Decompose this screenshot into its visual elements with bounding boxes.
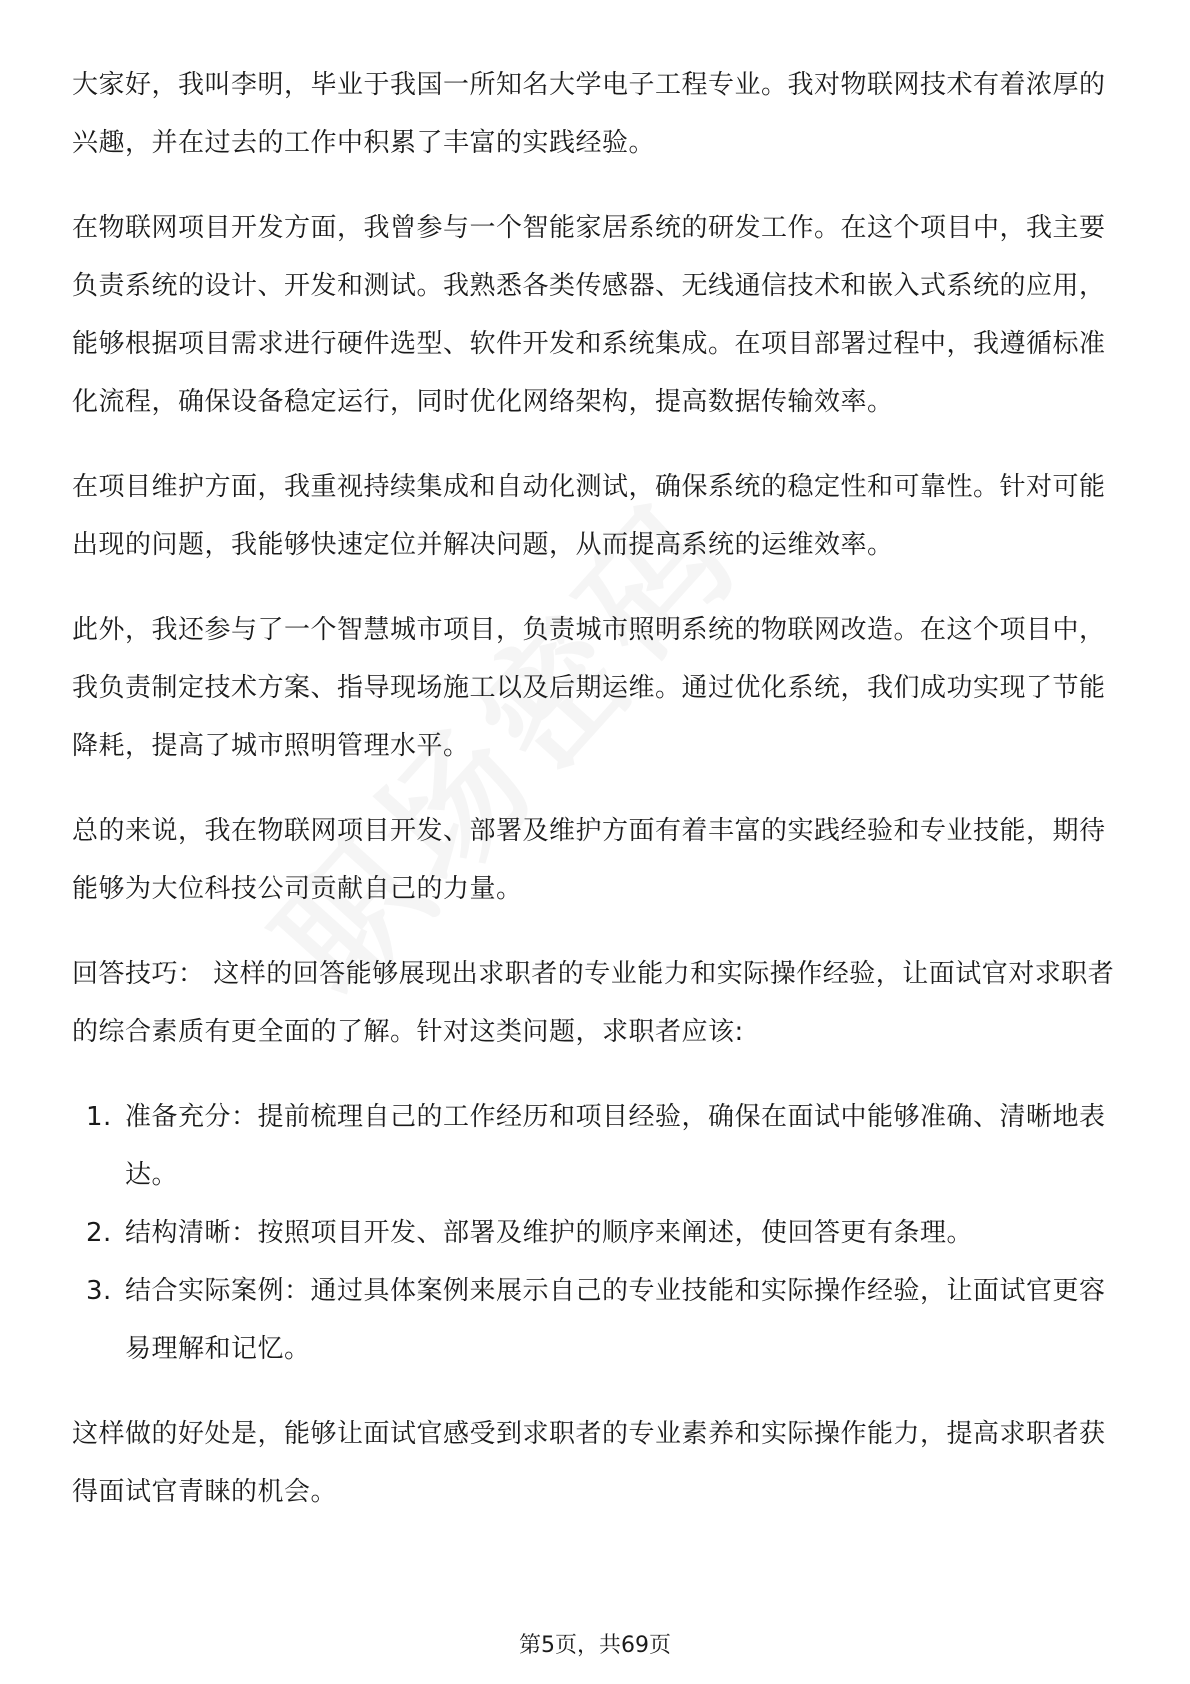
paragraph-development: 在物联网项目开发方面，我曾参与一个智能家居系统的研发工作。在这个项目中，我主要负责系统的设计、开发和测试。我熟悉各类传感器、无线通信技术和嵌入式系统的应用，能够根据项目需求进行硬件选型、软件开发和系统集成。在项目部署过程中，我遵循标准化流程，确保设备稳定运行，同时优化网络架构，提高数据传输效率。 (72, 213, 1106, 417)
paragraph-intro: 大家好，我叫李明，毕业于我国一所知名大学电子工程专业。我对物联网技术有着浓厚的兴趣，并在过去的工作中积累了丰富的实践经验。 (72, 70, 1106, 158)
list-item (72, 1088, 1122, 1204)
page-footer: 第5页，共69页 (519, 1633, 671, 1658)
tips-list (72, 1088, 1122, 1378)
list-item-text: 准备充分：提前梳理自己的工作经历和项目经验，确保在面试中能够准确、清晰地表达。 (125, 1102, 1106, 1190)
list-number: 3. (86, 1276, 112, 1306)
paragraph-closing: 这样做的好处是，能够让面试官感受到求职者的专业素养和实际操作能力，提高求职者获得面试官青睐的机会。 (72, 1419, 1106, 1507)
list-number: 2. (86, 1218, 112, 1248)
list-item-text: 结构清晰：按照项目开发、部署及维护的顺序来阐述，使回答更有条理。 (125, 1218, 974, 1248)
paragraph-answer-tips: 回答技巧： 这样的回答能够展现出求职者的专业能力和实际操作经验，让面试官对求职者的综合素质有更全面的了解。针对这类问题，求职者应该: (72, 959, 1115, 1047)
list-item (72, 1262, 1122, 1378)
list-item (72, 1204, 1122, 1262)
list-number: 1. (86, 1102, 112, 1132)
list-item-text: 结合实际案例：通过具体案例来展示自己的专业技能和实际操作经验，让面试官更容易理解和记忆。 (125, 1276, 1106, 1364)
document-body (72, 56, 1122, 1548)
paragraph-summary: 总的来说，我在物联网项目开发、部署及维护方面有着丰富的实践经验和专业技能，期待能够为大位科技公司贡献自己的力量。 (72, 816, 1106, 904)
paragraph-smart-city: 此外，我还参与了一个智慧城市项目，负责城市照明系统的物联网改造。在这个项目中，我负责制定技术方案、指导现场施工以及后期运维。通过优化系统，我们成功实现了节能降耗，提高了城市照明管理水平。 (72, 615, 1106, 761)
paragraph-maintenance: 在项目维护方面，我重视持续集成和自动化测试，确保系统的稳定性和可靠性。针对可能出现的问题，我能够快速定位并解决问题，从而提高系统的运维效率。 (72, 472, 1106, 560)
